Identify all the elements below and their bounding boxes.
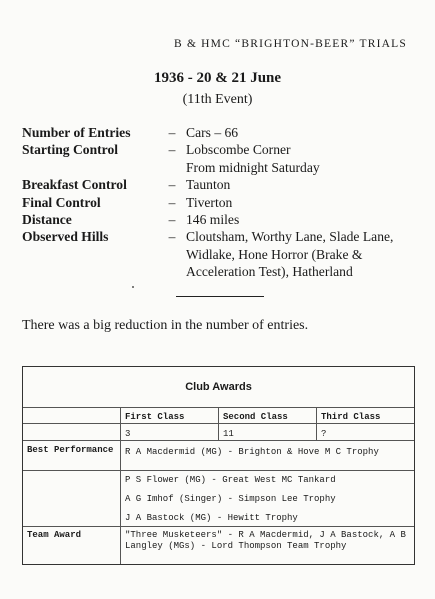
detail-row bbox=[22, 176, 422, 193]
event-details bbox=[22, 124, 422, 281]
detail-row bbox=[22, 211, 422, 228]
detail-label: Breakfast Control bbox=[22, 177, 127, 193]
detail-row bbox=[22, 263, 422, 280]
detail-row bbox=[22, 228, 422, 245]
team-award-label: Team Award bbox=[27, 530, 82, 540]
detail-row bbox=[22, 159, 422, 176]
detail-row bbox=[22, 194, 422, 211]
table-rule bbox=[218, 407, 219, 440]
header-third-class: Third Class bbox=[321, 412, 381, 422]
section-divider bbox=[176, 296, 264, 297]
detail-row bbox=[22, 141, 422, 158]
detail-label: Starting Control bbox=[22, 142, 119, 158]
best-performance-award: P S Flower (MG) - Great West MC Tankard bbox=[125, 475, 336, 485]
table-rule bbox=[120, 407, 121, 564]
detail-value: Cloutsham, Worthy Lane, Slade Lane, bbox=[186, 229, 394, 245]
detail-value: 146 miles bbox=[186, 212, 240, 228]
table-rule bbox=[23, 440, 414, 441]
club-awards-table bbox=[22, 366, 415, 565]
page-header: B & HMC “BRIGHTON-BEER” TRIALS bbox=[174, 38, 407, 50]
detail-value: Acceleration Test), Hatherland bbox=[186, 264, 353, 280]
team-award-text: "Three Musketeers" - R A Macdermid, J A Bastock, A B Langley (MGs) - Lord Thompson Team Trophy bbox=[125, 530, 406, 551]
detail-label bbox=[22, 263, 158, 280]
ink-speck bbox=[132, 286, 134, 288]
detail-dash: – bbox=[168, 212, 176, 228]
table-rule bbox=[316, 407, 317, 440]
detail-dash: – bbox=[168, 229, 176, 245]
best-performance-award: R A Macdermid (MG) - Brighton & Hove M C Trophy bbox=[125, 447, 379, 457]
header-first-class: First Class bbox=[125, 412, 185, 422]
detail-row bbox=[22, 124, 422, 141]
detail-value: Taunton bbox=[186, 177, 231, 193]
detail-label: Observed Hills bbox=[22, 229, 109, 245]
detail-row bbox=[22, 246, 422, 263]
table-rule bbox=[23, 526, 414, 527]
detail-value: Tiverton bbox=[186, 194, 233, 210]
best-performance-award: J A Bastock (MG) - Hewitt Trophy bbox=[125, 513, 298, 523]
detail-dash: – bbox=[168, 194, 176, 210]
detail-dash: – bbox=[168, 142, 176, 158]
count-second-class: 11 bbox=[223, 429, 234, 439]
detail-dash: – bbox=[168, 125, 176, 140]
detail-label bbox=[22, 159, 158, 176]
detail-dash bbox=[158, 246, 186, 263]
detail-label: Distance bbox=[22, 212, 72, 228]
best-performance-label: Best Performance bbox=[27, 445, 114, 455]
detail-dash bbox=[158, 159, 186, 176]
detail-value: Widlake, Hone Horror (Brake & bbox=[186, 246, 363, 262]
detail-value: Lobscombe Corner bbox=[186, 142, 291, 158]
detail-value: From midnight Saturday bbox=[186, 159, 320, 175]
detail-dash bbox=[158, 263, 186, 280]
detail-value: Cars – 66 bbox=[186, 125, 239, 140]
table-rule bbox=[23, 470, 414, 471]
detail-dash: – bbox=[168, 177, 176, 193]
detail-label bbox=[22, 246, 158, 263]
detail-label: Number of Entries bbox=[22, 125, 131, 140]
event-date: 1936 - 20 & 21 June bbox=[153, 70, 282, 86]
count-third-class: ? bbox=[321, 429, 327, 439]
count-first-class: 3 bbox=[125, 429, 131, 439]
awards-title: Club Awards bbox=[185, 381, 252, 393]
event-number: (11th Event) bbox=[182, 92, 253, 107]
header-second-class: Second Class bbox=[223, 412, 288, 422]
best-performance-award: A G Imhof (Singer) - Simpson Lee Trophy bbox=[125, 494, 336, 504]
entries-note: There was a big reduction in the number of entries. bbox=[22, 318, 309, 333]
detail-label: Final Control bbox=[22, 194, 101, 210]
